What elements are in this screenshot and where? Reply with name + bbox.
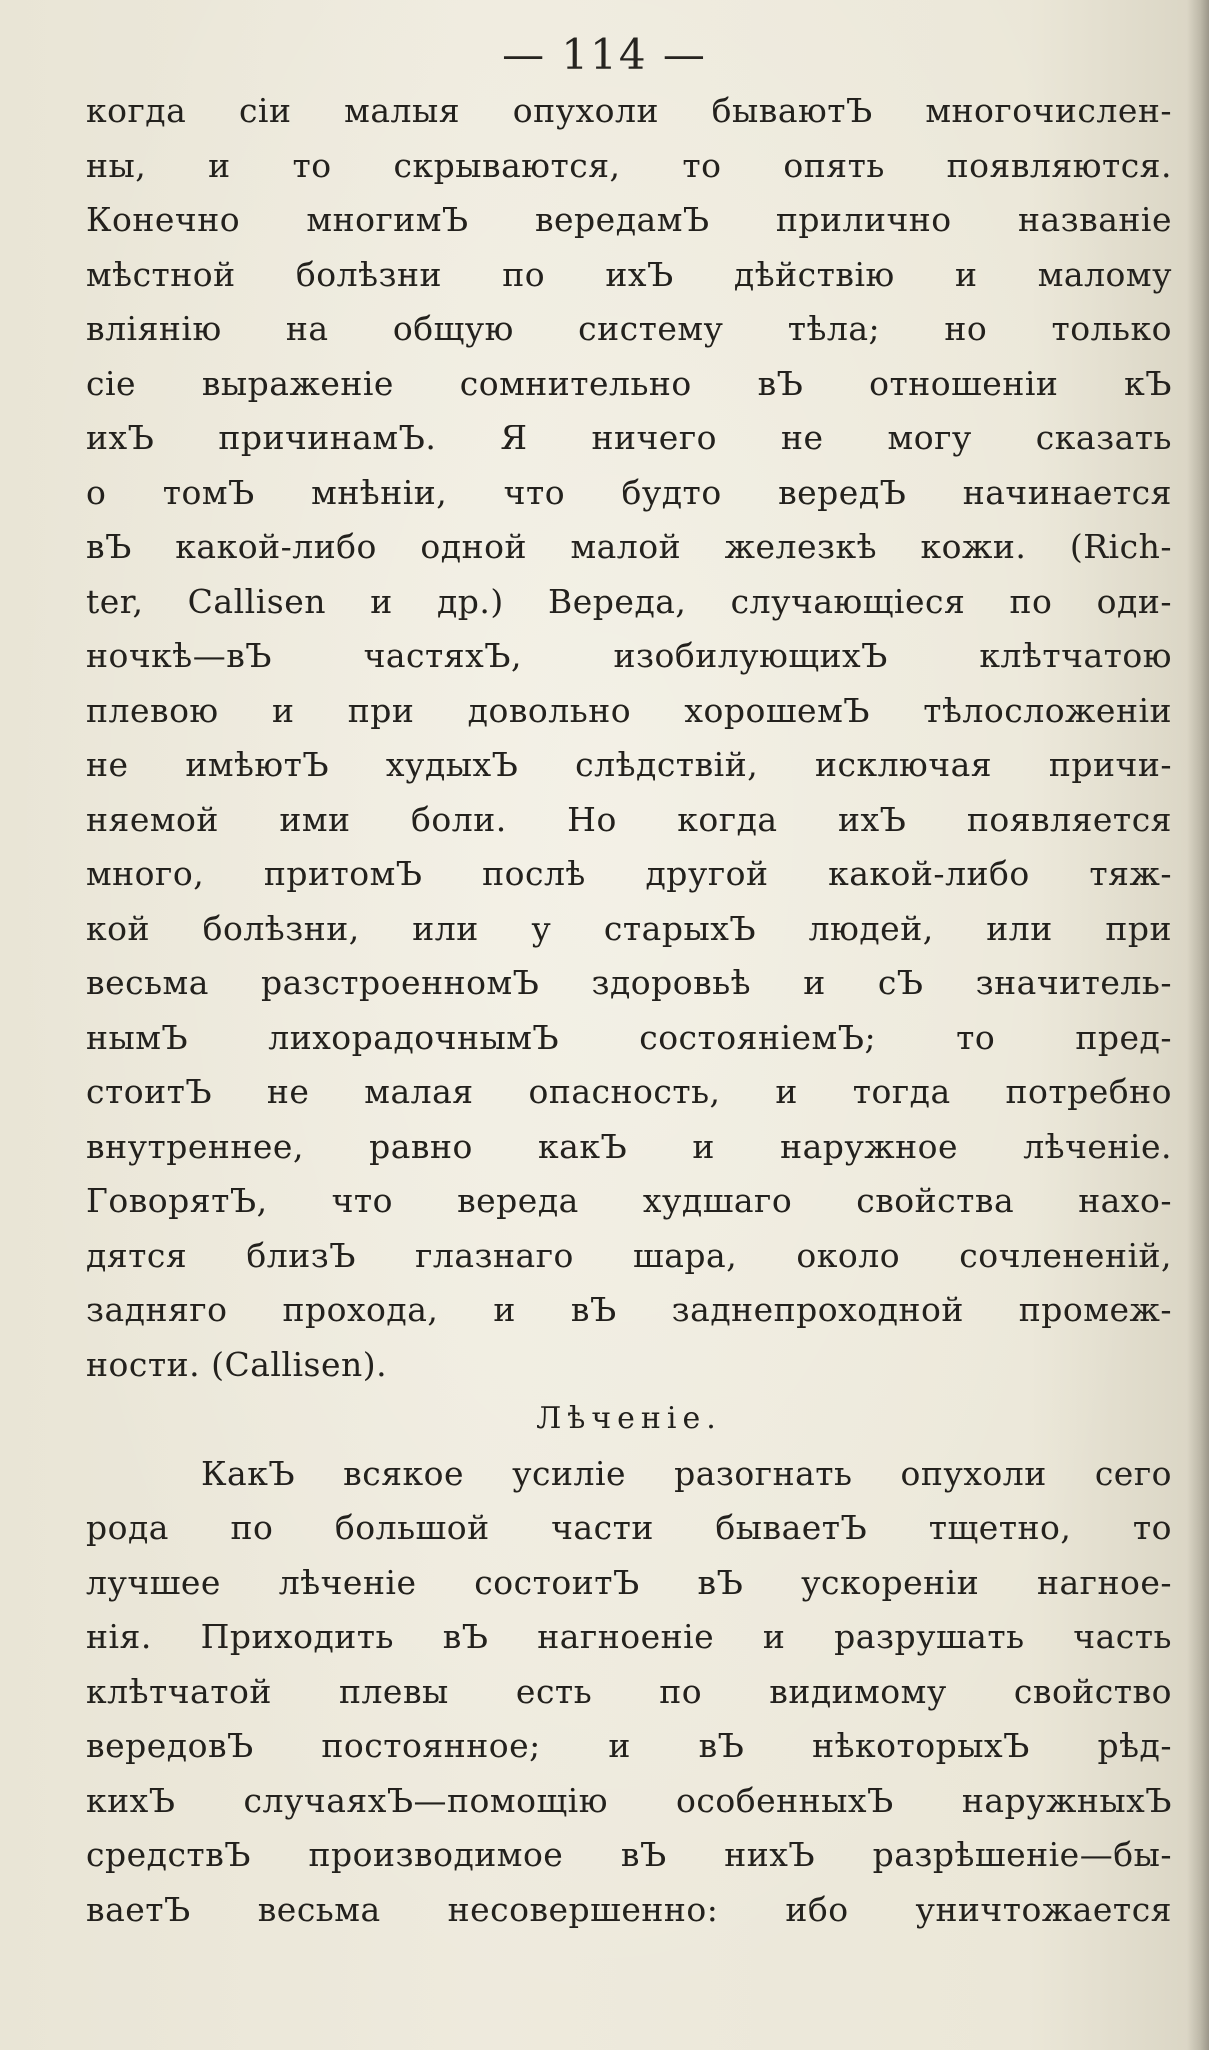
text-line: ГоворятЪ, что вереда худшаго свойства нахо-: [86, 1181, 1172, 1220]
text-line: о томЪ мнѣніи, что будто вередЪ начинается: [86, 472, 1172, 512]
text-line: ваетЪ весьма несовершенно: ибо уничтожается: [86, 1889, 1172, 1929]
text-line: задняго прохода, и вЪ заднепроходной промеж-: [86, 1290, 1172, 1329]
text-line: плевою и при довольно хорошемЪ тѣлосложеніи: [86, 690, 1172, 730]
text-line: весьма разстроенномЪ здоровьѣ и сЪ значитель-: [86, 963, 1172, 1002]
section-heading: Лѣченіе.: [536, 1401, 722, 1436]
text-line: ны, и то скрываются, то опять появляются.: [86, 145, 1172, 185]
text-line: стоитЪ не малая опасность, и тогда потребно: [86, 1072, 1172, 1111]
text-line: Конечно многимЪ вередамЪ прилично названіе: [86, 200, 1172, 239]
text-line: ности. (Callisen).: [86, 1344, 388, 1384]
text-line: нія. Приходить вЪ нагноеніе и разрушать часть: [86, 1617, 1172, 1656]
page-number: — 114 —: [502, 30, 707, 79]
text-line: вліянію на общую систему тѣла; но только: [86, 309, 1172, 348]
text-line: лучшее лѣченіе состоитЪ вЪ ускореніи нагное-: [86, 1562, 1172, 1602]
text-line: много, притомЪ послѣ другой какой-либо тяж-: [86, 854, 1172, 893]
text-line: нымЪ лихорадочнымЪ состояніемЪ; то пред-: [86, 1017, 1172, 1057]
text-line: вЪ какой-либо одной малой железкѣ кожи. (Rich-: [86, 527, 1172, 566]
text-line: внутреннее, равно какЪ и наружное лѣченіе.: [86, 1126, 1172, 1166]
text-line: ихЪ причинамЪ. Я ничего не могу сказать: [86, 418, 1172, 457]
text-line: мѣстной болѣзни по ихЪ дѣйствію и малому: [86, 254, 1172, 294]
text-line: кихЪ случаяхЪ—помощію особенныхЪ наружныхЪ: [86, 1780, 1172, 1820]
text-line: клѣтчатой плевы есть по видимому свойство: [86, 1671, 1172, 1711]
page-edge-shadow: [1187, 0, 1209, 2050]
text-line: сіе выраженіе сомнительно вЪ отношеніи кЪ: [86, 363, 1172, 403]
text-line: няемой ими боли. Но когда ихЪ появляется: [86, 799, 1172, 839]
text-line: ночкѣ—вЪ частяхЪ, изобилующихЪ клѣтчатою: [86, 636, 1172, 675]
body-text: [86, 84, 1172, 1937]
text-line: вередовЪ постоянное; и вЪ нѣкоторыхЪ рѣд-: [86, 1726, 1172, 1765]
text-line: когда сіи малыя опухоли бываютЪ многочислен-: [86, 91, 1172, 130]
text-line: рода по большой части бываетЪ тщетно, то: [86, 1508, 1172, 1547]
text-line: КакЪ всякое усиліе разогнать опухоли сего: [201, 1453, 1172, 1493]
text-line: не имѣютЪ худыхЪ слѣдствій, исключая причи-: [86, 745, 1172, 784]
text-line: средствЪ производимое вЪ нихЪ разрѣшеніе—бы-: [86, 1835, 1172, 1874]
text-line: кой болѣзни, или у старыхЪ людей, или при: [86, 908, 1172, 948]
text-line: ter, Callisen и др.) Вереда, случающіеся по оди-: [86, 581, 1172, 621]
text-line: дятся близЪ глазнаго шара, около сочлененій,: [86, 1235, 1172, 1275]
